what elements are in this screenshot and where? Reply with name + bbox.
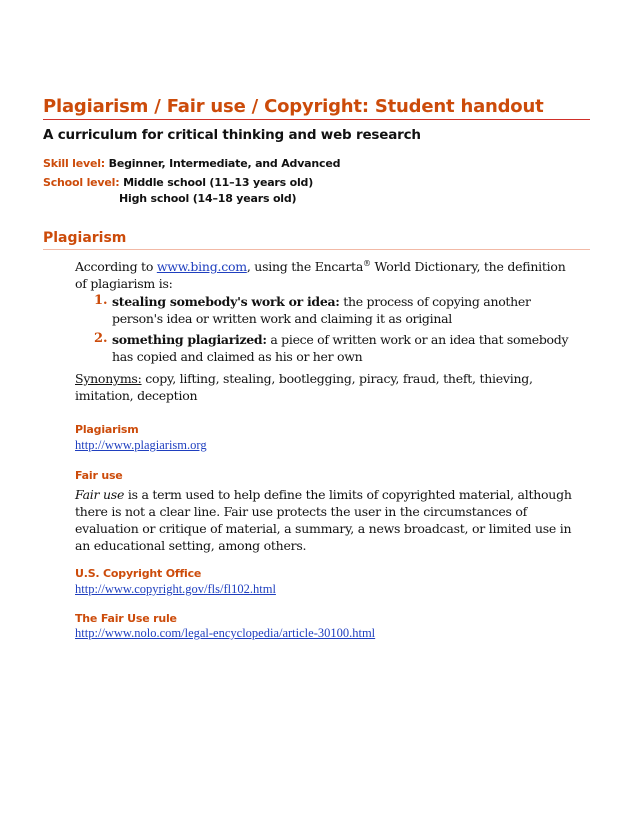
school-level-value-high: High school (14–18 years old)	[119, 192, 297, 205]
registered-mark: ®	[363, 259, 371, 268]
title-divider	[43, 119, 590, 120]
fair-use-term: Fair use	[75, 487, 125, 502]
school-level-value-middle: Middle school (11–13 years old)	[123, 176, 314, 189]
skill-level-label: Skill level:	[43, 157, 106, 170]
definition-intro	[75, 255, 575, 292]
definition-text: the process of copying another person's idea or written work and claiming it as original	[112, 294, 531, 326]
synonyms-text: copy, lifting, stealing, bootlegging, piracy, fraud, theft, thieving, imitation, deception	[75, 371, 533, 403]
page-subtitle: A curriculum for critical thinking and web research	[43, 127, 421, 143]
definition-text: a piece of written work or an idea that somebody has copied and claimed as his or her own	[112, 332, 569, 364]
school-level	[43, 176, 313, 189]
intro-text-pre: According to	[75, 259, 157, 275]
page-title: Plagiarism / Fair use / Copyright: Student handout	[43, 96, 544, 117]
intro-text-post: World Dictionary, the definition of plagiarism is:	[75, 259, 566, 292]
skill-level	[43, 157, 340, 170]
resource-title-fair-use: Fair use	[75, 469, 123, 482]
synonyms	[75, 370, 575, 404]
fair-use-paragraph	[75, 486, 575, 554]
fair-use-text: is a term used to help define the limits of copyrighted material, although there is not a clear line. Fair use protects the user in the circumstances of evaluation or critique of material, a summary, a news broadcast, or limited use in an educational setting, among others.	[75, 487, 572, 553]
nolo-link[interactable]: http://www.nolo.com/legal-encyclopedia/article-30100.html	[75, 626, 376, 640]
section-heading-plagiarism: Plagiarism	[43, 230, 127, 246]
school-level-line-2	[119, 192, 296, 205]
intro-text-mid: , using the Encarta	[246, 259, 364, 275]
copyright-gov-link[interactable]: http://www.copyright.gov/fls/fl102.html	[75, 582, 276, 596]
skill-level-value: Beginner, Intermediate, and Advanced	[108, 157, 341, 170]
definition-term: stealing somebody's work or idea:	[112, 294, 340, 309]
synonyms-label: Synonyms:	[75, 371, 142, 386]
definition-term: something plagiarized:	[112, 332, 267, 347]
school-level-label: School level:	[43, 176, 120, 189]
plagiarism-org-link[interactable]: http://www.plagiarism.org	[75, 438, 207, 452]
resource-title-plagiarism: Plagiarism	[75, 423, 139, 436]
definition-number: 2.	[94, 331, 108, 346]
section-divider	[43, 249, 590, 250]
definition-number: 1.	[94, 293, 108, 308]
bing-link[interactable]: www.bing.com	[156, 259, 247, 275]
definition-item	[112, 331, 582, 365]
definition-item	[112, 293, 582, 327]
resource-title-copyright-office: U.S. Copyright Office	[75, 567, 202, 580]
resource-title-fair-use-rule: The Fair Use rule	[75, 612, 177, 625]
